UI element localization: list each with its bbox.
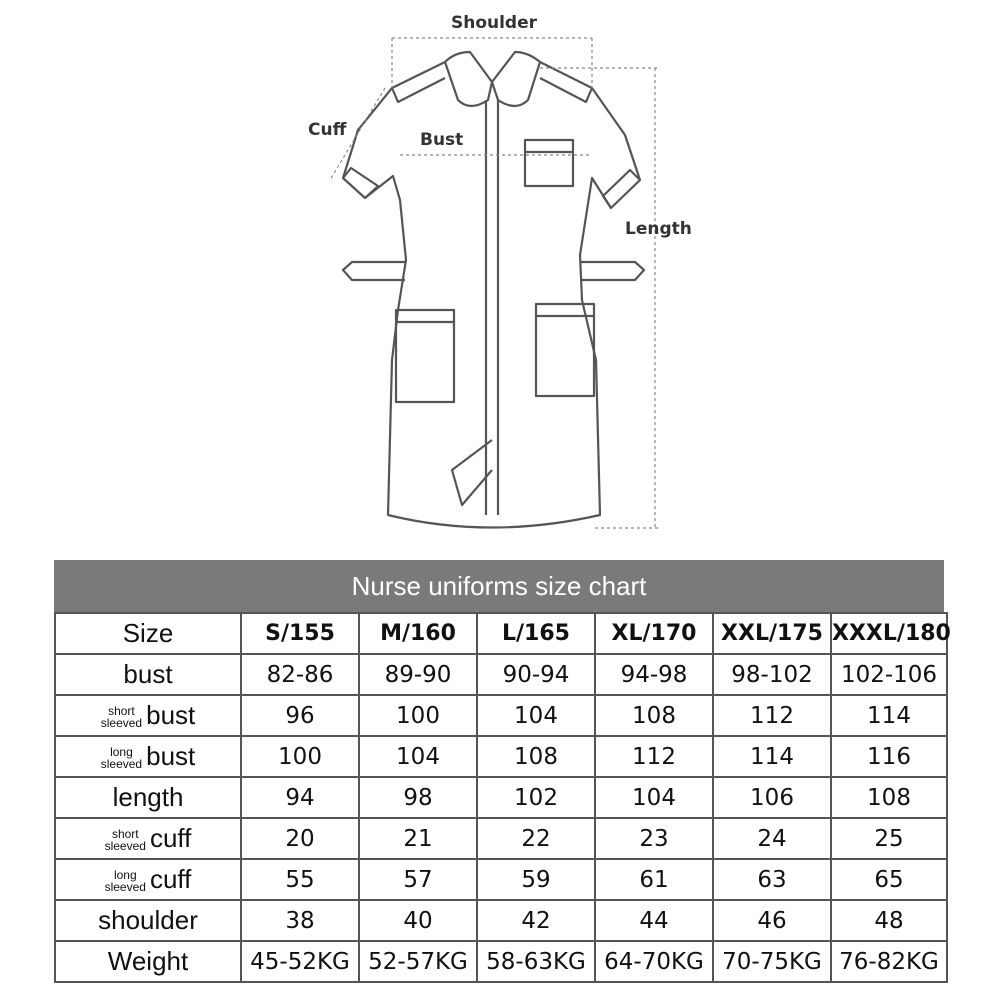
row-label-text: cuff <box>149 864 192 894</box>
table-cell: 70-75KG <box>713 941 831 982</box>
table-cell: 114 <box>831 695 947 736</box>
size-table <box>54 612 951 983</box>
size-header-row <box>55 613 947 654</box>
table-cell: 20 <box>241 818 359 859</box>
table-cell: 114 <box>713 736 831 777</box>
table-cell: 42 <box>477 900 595 941</box>
table-cell: 55 <box>241 859 359 900</box>
row-label-text: bust <box>123 659 173 689</box>
table-cell: 21 <box>359 818 477 859</box>
row-prefix-top: short <box>111 827 139 842</box>
table-cell: 45-52KG <box>241 941 359 982</box>
table-cell: 102 <box>477 777 595 818</box>
size-column-header: XL/170 <box>595 613 713 654</box>
table-cell: 104 <box>595 777 713 818</box>
table-cell: 48 <box>831 900 947 941</box>
size-column-header: S/155 <box>241 613 359 654</box>
table-cell: 24 <box>713 818 831 859</box>
table-row <box>55 941 947 982</box>
size-column-header: XXXL/180 <box>831 613 947 654</box>
table-cell: 98 <box>359 777 477 818</box>
bust-label: Bust <box>420 130 464 150</box>
row-prefix-bottom: sleeved <box>100 716 143 731</box>
table-cell: 76-82KG <box>831 941 947 982</box>
table-cell: 96 <box>241 695 359 736</box>
table-cell: 82-86 <box>241 654 359 695</box>
table-cell: 64-70KG <box>595 941 713 982</box>
table-cell: 23 <box>595 818 713 859</box>
size-column-header: M/160 <box>359 613 477 654</box>
collar-left <box>445 52 492 106</box>
row-prefix-bottom: sleeved <box>104 880 146 895</box>
placket <box>486 100 498 515</box>
table-cell: 100 <box>241 736 359 777</box>
row-label-text: cuff <box>149 823 192 853</box>
table-cell: 108 <box>595 695 713 736</box>
length-label: Length <box>625 219 692 239</box>
table-cell: 112 <box>713 695 831 736</box>
chart-title: Nurse uniforms size chart <box>54 560 944 612</box>
row-label <box>55 941 241 982</box>
size-header-label: Size <box>55 613 241 654</box>
row-prefix <box>101 746 142 770</box>
side-pocket-left <box>396 310 454 402</box>
table-row <box>55 859 947 900</box>
table-cell: 59 <box>477 859 595 900</box>
table-row <box>55 900 947 941</box>
size-column-header: XXL/175 <box>713 613 831 654</box>
shoulder-seam-left <box>392 78 445 102</box>
uniform-outline <box>343 62 640 528</box>
table-row <box>55 777 947 818</box>
table-cell: 22 <box>477 818 595 859</box>
table-cell: 46 <box>713 900 831 941</box>
table-cell: 44 <box>595 900 713 941</box>
size-chart <box>54 560 951 990</box>
row-prefix <box>105 869 146 893</box>
row-label-text: shoulder <box>98 905 198 935</box>
table-cell: 102-106 <box>831 654 947 695</box>
table-cell: 104 <box>477 695 595 736</box>
shoulder-label: Shoulder <box>450 13 538 33</box>
table-cell: 65 <box>831 859 947 900</box>
row-label <box>55 695 241 736</box>
row-label <box>55 736 241 777</box>
row-prefix <box>105 828 146 852</box>
table-cell: 100 <box>359 695 477 736</box>
row-label <box>55 900 241 941</box>
row-label <box>55 859 241 900</box>
chest-pocket <box>525 140 573 186</box>
table-cell: 58-63KG <box>477 941 595 982</box>
row-label <box>55 818 241 859</box>
row-label-text: length <box>112 782 184 812</box>
table-cell: 112 <box>595 736 713 777</box>
table-cell: 25 <box>831 818 947 859</box>
row-prefix-top: long <box>110 745 133 760</box>
table-cell: 63 <box>713 859 831 900</box>
table-cell: 108 <box>477 736 595 777</box>
row-label-text: bust <box>146 700 196 730</box>
table-row <box>55 736 947 777</box>
table-cell: 90-94 <box>477 654 595 695</box>
table-cell: 104 <box>359 736 477 777</box>
table-cell: 116 <box>831 736 947 777</box>
collar-right <box>492 52 540 106</box>
size-column-header: L/165 <box>477 613 595 654</box>
table-cell: 94 <box>241 777 359 818</box>
table-cell: 40 <box>359 900 477 941</box>
table-cell: 106 <box>713 777 831 818</box>
row-prefix-bottom: sleeved <box>104 839 146 854</box>
row-label-text: bust <box>146 741 196 771</box>
table-cell: 57 <box>359 859 477 900</box>
table-cell: 61 <box>595 859 713 900</box>
shoulder-seam-right <box>540 78 592 102</box>
table-cell: 89-90 <box>359 654 477 695</box>
table-row <box>55 695 947 736</box>
row-prefix <box>101 705 142 729</box>
row-label <box>55 777 241 818</box>
row-prefix-top: long <box>113 868 137 883</box>
belt-tab-left <box>343 262 405 280</box>
row-label <box>55 654 241 695</box>
table-cell: 98-102 <box>713 654 831 695</box>
table-cell: 52-57KG <box>359 941 477 982</box>
table-cell: 108 <box>831 777 947 818</box>
row-prefix-bottom: sleeved <box>100 757 143 772</box>
cuff-label: Cuff <box>308 120 347 140</box>
table-row <box>55 818 947 859</box>
belt-tab-right <box>580 262 644 280</box>
row-label-text: Weight <box>107 946 189 976</box>
table-cell: 38 <box>241 900 359 941</box>
table-cell: 94-98 <box>595 654 713 695</box>
row-prefix-top: short <box>108 704 135 719</box>
table-row <box>55 654 947 695</box>
